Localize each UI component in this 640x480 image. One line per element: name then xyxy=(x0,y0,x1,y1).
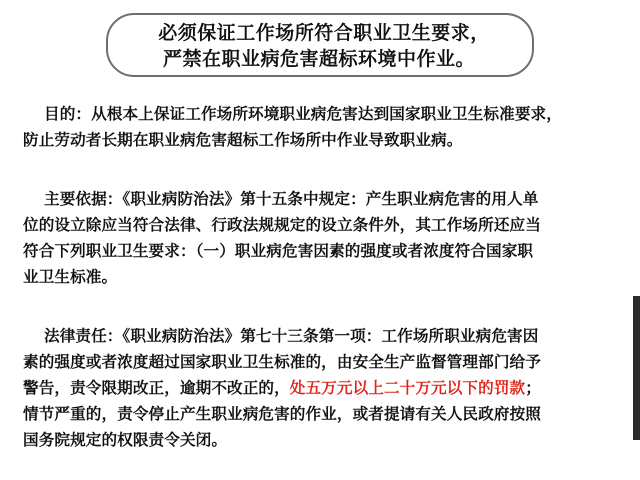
liability-line: 法律责任：《职业病防治法》第七十三条第一项：工作场所职业病危害因 xyxy=(44,327,539,345)
basis-paragraph xyxy=(23,186,619,290)
title-line-1: 必须保证工作场所符合职业卫生要求， xyxy=(158,22,490,44)
basis-line: 业卫生标准。 xyxy=(23,268,118,286)
penalty-highlight: 处五万元以上二十万元以下的罚款 xyxy=(289,379,526,397)
purpose-line: 目的：从根本上保证工作场所环境职业病危害达到国家职业卫生标准要求， xyxy=(44,105,562,123)
liability-paragraph xyxy=(23,323,619,453)
basis-line: 主要依据：《职业病防治法》第十五条中规定：产生职业病危害的用人单 xyxy=(44,190,539,208)
purpose-line: 防止劳动者长期在职业病危害超标工作场所中作业导致职业病。 xyxy=(23,131,463,149)
basis-line: 符合下列职业卫生要求：（一）职业病危害因素的强度或者浓度符合国家职 xyxy=(23,242,534,260)
title-box xyxy=(106,13,534,77)
liability-text: 警告，责令限期改正，逾期不改正的， xyxy=(23,379,290,397)
basis-line: 位的设立除应当符合法律、行政法规规定的设立条件外，其工作场所还应当 xyxy=(23,216,541,234)
liability-text: ； xyxy=(525,379,541,397)
liability-line-with-penalty xyxy=(23,375,619,401)
purpose-paragraph xyxy=(23,101,619,153)
title-line-2: 严禁在职业病危害超标环境中作业。 xyxy=(162,48,475,70)
liability-line: 国务院规定的权限责令关闭。 xyxy=(23,431,228,449)
liability-line: 情节严重的，责令停止产生职业病危害的作业，或者提请有关人民政府按照 xyxy=(23,405,541,423)
right-edge-bar xyxy=(633,296,640,440)
liability-line: 素的强度或者浓度超过国家职业卫生标准的，由安全生产监督管理部门给予 xyxy=(23,353,541,371)
